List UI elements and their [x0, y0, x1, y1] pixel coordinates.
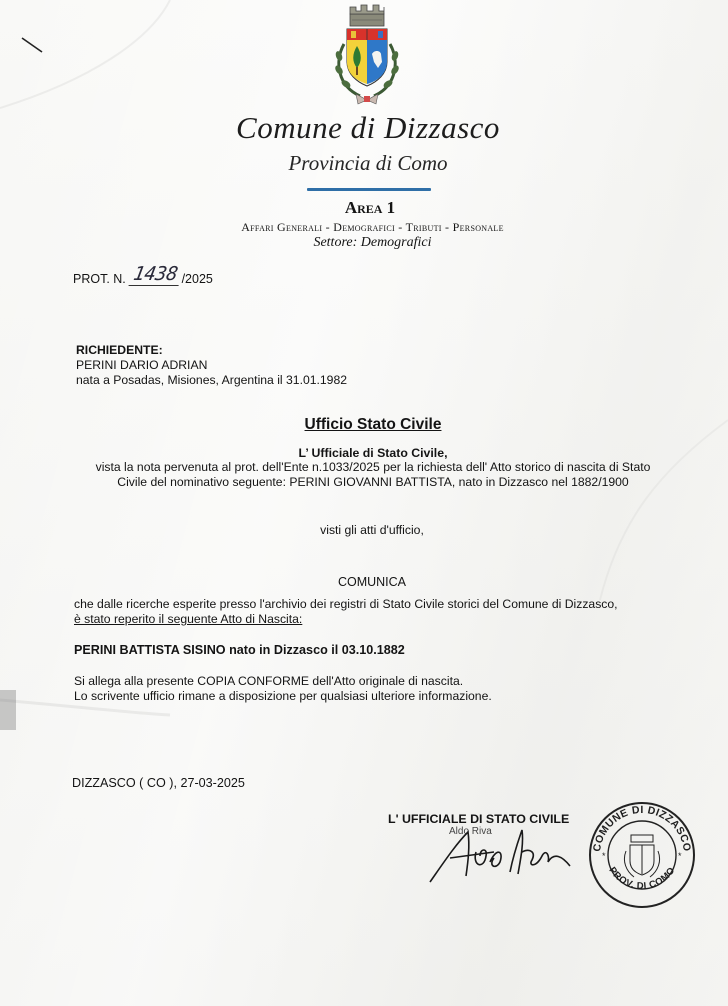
- area-title: Area 1: [344, 198, 396, 217]
- header-divider: [307, 188, 431, 191]
- departments-line: Affari Generali - Demografici - Tributi - Personale: [241, 220, 504, 234]
- communicates-heading: COMUNICA: [337, 575, 407, 589]
- request-paragraph: vista la nota pervenuta al prot. dell'Ente n.1033/2025 per la richiesta dell' Atto storico di nascita di Stato Civile del nominativo seguente: PERINI GIOVANNI BATTISTA, nato in Dizzasco nel 1882/1900: [95, 460, 651, 489]
- research-text: che dalle ricerche esperite presso l'archivio dei registri di Stato Civile storici del Comune di Dizzasco,: [74, 597, 618, 611]
- stamp-top-text: COMUNE DI DIZZASCO: [591, 803, 693, 853]
- birth-record-line: PERINI BATTISTA SISINO nato in Dizzasco il 03.10.1882: [74, 643, 405, 657]
- handwritten-signature: [424, 822, 584, 892]
- availability-line: Lo scrivente ufficio rimane a disposizione per qualsiasi ulteriore informazione.: [74, 689, 492, 703]
- protocol-line: [73, 263, 213, 289]
- requester-name: PERINI DARIO ADRIAN: [76, 358, 208, 372]
- svg-text:*: *: [678, 851, 682, 861]
- officer-title: L’ Ufficiale di Stato Civile,: [298, 446, 448, 460]
- stamp-bottom-text: PROV. DI COMO: [606, 865, 678, 892]
- signature-title: L' UFFICIALE DI STATO CIVILE: [388, 812, 570, 826]
- documents-seen-line: visti gli atti d'ufficio,: [320, 523, 424, 537]
- municipal-crest-logo: [330, 2, 404, 110]
- svg-text:*: *: [602, 851, 606, 861]
- office-title: Ufficio Stato Civile: [304, 416, 442, 433]
- official-stamp-seal: [586, 799, 698, 911]
- sector-line: Settore: Demografici: [313, 235, 432, 250]
- place-date-line: DIZZASCO ( CO ), 27-03-2025: [72, 776, 245, 790]
- attachment-line: Si allega alla presente COPIA CONFORME dell'Atto originale di nascita.: [74, 674, 464, 688]
- protocol-year: /2025: [181, 272, 213, 286]
- requester-label: RICHIEDENTE:: [76, 343, 163, 357]
- protocol-number-handwritten: 1438: [128, 263, 182, 286]
- requester-block: [76, 343, 347, 388]
- closing-paragraph: [74, 674, 492, 704]
- protocol-prefix: PROT. N.: [73, 272, 126, 286]
- record-found-text: è stato reperito il seguente Atto di Nascita:: [74, 612, 303, 626]
- requester-birth: nata a Posadas, Misiones, Argentina il 31.01.1982: [76, 373, 348, 387]
- municipality-name: Comune di Dizzasco: [236, 110, 500, 145]
- research-paragraph: [74, 597, 674, 627]
- signature-printed-name: Aldo Riva: [449, 826, 492, 837]
- province-name: Provincia di Como: [288, 151, 448, 175]
